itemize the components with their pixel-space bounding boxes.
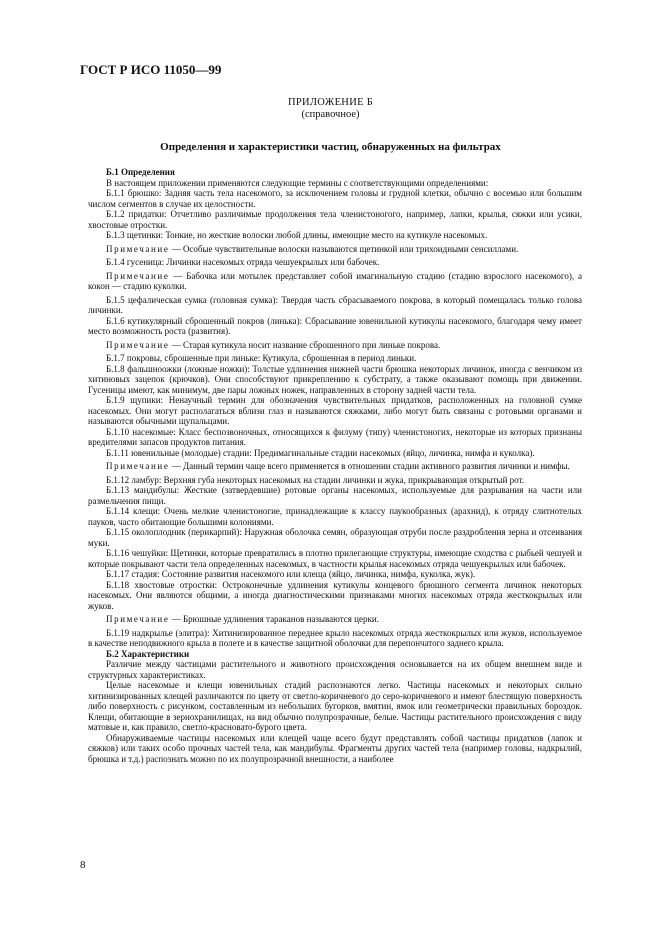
note: [88, 271, 582, 292]
document-body: [88, 167, 582, 764]
definition: Б.1.2 придатки: Отчетливо различимые продолжения тела членистоногого, например, лапки, крылья, сяжки или усики, хвостовые отростки.: [88, 209, 582, 230]
section-heading: Б.2 Характеристики: [106, 648, 190, 659]
definition: Б.1.1 брюшко: Задняя часть тела насекомого, за исключением головы и грудной клетки, обычно с восемью или большим числом сегментов в случае их целостности.: [88, 188, 582, 209]
paragraph: Обнаруживаемые частицы насекомых или клещей чаще всего будут представлять собой частицы придатков (лапок и сяжков) или таких особо прочных частей тела, как мандибулы. Фрагменты других частей тела (например головы, надкрылий, брюшка и т.д.) распознать можно по их полупрозрачной внешности, а наиболее: [88, 732, 582, 764]
appendix-title: ПРИЛОЖЕНИЕ Б: [287, 97, 374, 108]
definition: Б.1.4 гусеница: Личинки насекомых отряда чешуекрылых или бабочек.: [106, 257, 380, 267]
definition: Б.1.10 насекомые: Класс беспозвоночных, относящихся к филуму (типу) членистоногих, некоторые из которых признаны вредителями запасов продуктов питания.: [88, 426, 582, 447]
page-number: 8: [80, 859, 86, 871]
document-title: Определения и характеристики частиц, обнаруженных на фильтрах: [160, 141, 501, 153]
paragraph: Целые насекомые и клещи ювенильных стадий распознаются легко. Частицы насекомых и некоторых сильно хитинизированных клещей различаются по цвету от светло-коричневого до серо-коричневого и имеют блестящую поверхность либо поверхность с рисунком, составленным из небольших бугорков, вмятин, ямок или геометрически правильных бороздок. Клещи, обитающие в зернохранилищах, на вид обычно полупрозрачные, белые. Частицы растительного происхождения с виду матовые и, как правило, светло-красновато-бурого цвета.: [88, 680, 582, 732]
note: [88, 340, 582, 351]
section-heading: Б.1 Определения: [106, 167, 175, 177]
definition: Б.1.19 надкрылье (элитра): Хитинизированное переднее крыло насекомых отряда жесткокрылых или жуков, используемое в качестве неподвижного крыла в полете и в качестве защитной оболочки для перепончатого заднего крыла.: [88, 627, 582, 648]
note-text: — Старая кутикула носит название сброшенного при линьке покрова.: [169, 339, 441, 350]
definition: Б.1.6 кутикулярный сброшенный покров (линька): Сбрасывание ювенильной кутикулы насекомого, благодаря чему имеет место возможность роста (развития).: [88, 315, 582, 336]
note-text: — Брюшные удлинения тараканов называются церки.: [169, 614, 379, 624]
definition: Б.1.5 цефалическая сумка (головная сумка): Твердая часть сбрасываемого покрова, в который помещалась только голова личинки.: [88, 294, 582, 315]
note-text: — Данный термин чаще всего применяется в отношении стадии активного развития личинки и нимфы.: [169, 461, 570, 471]
note-label: Примечание: [106, 243, 170, 254]
definition: Б.1.12 ламбур: Верхняя губа некоторых насекомых на стадии личинки и жука, прикрывающая открытый рот.: [106, 474, 525, 485]
definition: Б.1.14 клещи: Очень мелкие членистоногие, принадлежащие к классу паукообразных (арахнид), к отряду слитнотелых пауков, часто обитающие большими колониями.: [88, 506, 582, 527]
paragraph: В настоящем приложении применяются следующие термины с соответствующими определениями:: [106, 177, 489, 188]
definition: Б.1.16 чешуйки: Щетинки, которые превратились в плотно прилегающие структуры, имеющие сходства с рыбьей чешуей и которые покрывают части тела определенных насекомых, в частности крылья насекомых отряда чешуекрылых или бабочек.: [88, 548, 582, 569]
note-label: Примечание: [106, 614, 170, 624]
definition: Б.1.3 щетинки: Тонкие, но жесткие волоски любой длины, имеющие место на кутикуле насекомых.: [106, 230, 488, 240]
note: [88, 461, 582, 472]
note-label: Примечание: [106, 339, 170, 350]
note-text: — Особые чувствительные волоски называются щетинкой или трихоидными сенсиллами.: [169, 243, 519, 254]
definition: Б.1.18 хвостовые отростки: Остроконечные удлинения кутикулы концевого брюшного сегмента личинок некоторых насекомых. Они являются общими, а иногда диагностическими признаками многих насекомых отряда жесткокрылых или жуков.: [88, 579, 582, 611]
definition: Б.1.13 мандибулы: Жесткие (затвердевшие) ротовые органы насекомых, используемые для разрывания на части или размельчения пищи.: [88, 485, 582, 506]
appendix-subtitle: (справочное): [301, 109, 360, 120]
note: [88, 244, 582, 255]
document-header: ГОСТ Р ИСО 11050—99: [80, 62, 222, 77]
definition: Б.1.11 ювенильные (молодые) стадии: Предимагинальные стадии насекомых (яйцо, личинка, нимфа и куколка).: [106, 447, 535, 458]
note: [88, 614, 582, 625]
definition: Б.1.17 стадия: Состояние развития насекомого или клеща (яйцо, личинка, нимфа, куколка, жук).: [106, 569, 476, 579]
definition: Б.1.8 фальшноожки (ложные ножки): Толстые удлинения нижней части брюшка некоторых личинок, иногда с венчиком из хитиновых зацепок (крючков). Они способствуют прикреплению к субстрату, а также оказывают помощь при движении. Гусеницы имеют, как минимум, две пары ложных ножек, направленных в сторону задней части тела.: [88, 363, 582, 395]
note-label: Примечание: [106, 270, 170, 281]
definition: Б.1.9 щупики: Ненаучный термин для обозначения чувствительных придатков, расположенных на головной сумке насекомых. Они могут располагаться вблизи глаз и называются сяжками, либо могут быть связаны с ротовыми органами и называются обычными щупальцами.: [88, 395, 582, 426]
paragraph: Различие между частицами растительного и животного происхождения основывается на их общем внешнем виде и структурных характеристиках.: [88, 659, 582, 680]
note-label: Примечание: [106, 461, 170, 471]
definition: Б.1.15 околоплодник (перикарпий): Наружная оболочка семян, образующая отруби после раздробления зерна и отсеивания муки.: [88, 527, 582, 548]
definition: Б.1.7 покровы, сброшенные при линьке: Кутикула, сброшенная в период линьки.: [106, 353, 417, 363]
note-text: — Бабочка или мотылек представляет собой имагинальную стадию (стадию взрослого насекомого), а кокон — стадию куколки.: [88, 270, 582, 291]
